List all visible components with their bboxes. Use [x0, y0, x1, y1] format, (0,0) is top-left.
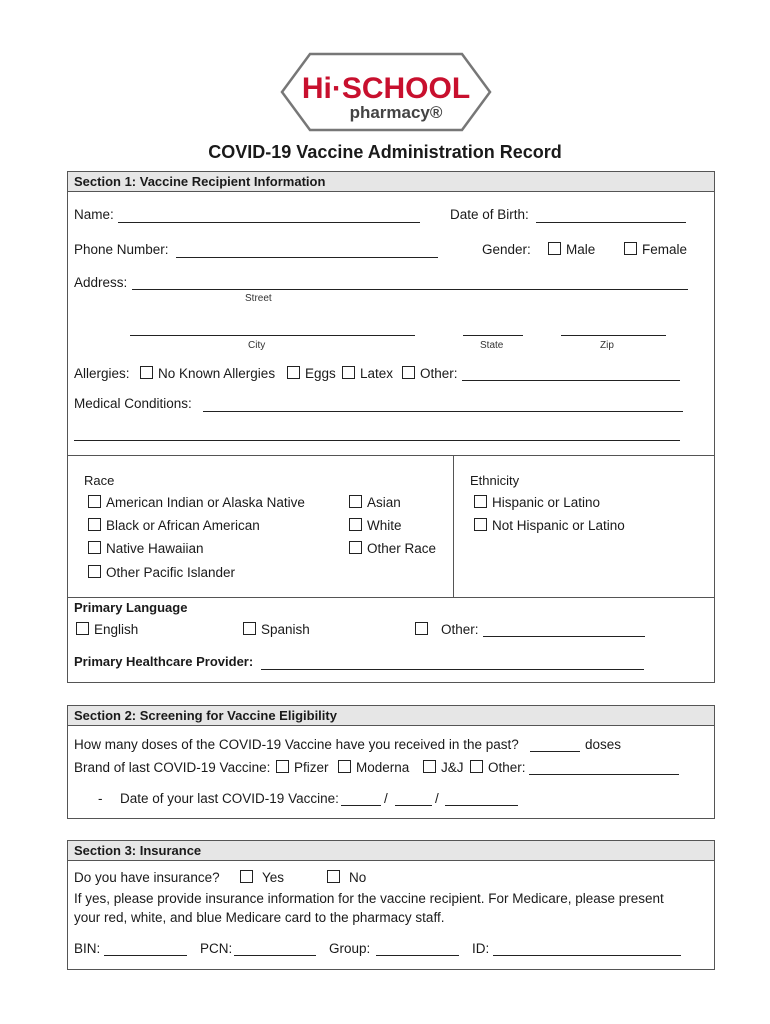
checkbox-icon[interactable]	[349, 541, 362, 554]
primary-language-heading: Primary Language	[74, 600, 188, 615]
name-label: Name:	[74, 207, 114, 222]
address-label: Address:	[74, 275, 128, 290]
ethnicity-option[interactable]	[474, 495, 600, 510]
brand-label: Brand of last COVID-19 Vaccine:	[74, 760, 271, 775]
id-field[interactable]	[493, 955, 681, 956]
checkbox-icon[interactable]	[88, 541, 101, 554]
last-date-label: Date of your last COVID-19 Vaccine:	[120, 791, 339, 806]
section-2	[67, 705, 715, 819]
checkbox-icon[interactable]	[415, 622, 428, 635]
checkbox-icon[interactable]	[342, 366, 355, 379]
race-label: White	[367, 518, 402, 533]
last-date-year[interactable]	[445, 805, 518, 806]
brand-other-label: Other:	[488, 760, 526, 775]
gender-female[interactable]	[624, 242, 687, 257]
phone-field[interactable]	[176, 257, 438, 258]
race-heading: Race	[84, 473, 115, 488]
gender-male[interactable]	[548, 242, 595, 257]
race-option[interactable]	[88, 565, 235, 580]
checkbox-icon[interactable]	[349, 518, 362, 531]
insurance-question: Do you have insurance?	[74, 870, 220, 885]
race-label: American Indian or Alaska Native	[106, 495, 305, 510]
state-field[interactable]	[463, 335, 523, 336]
brand-moderna[interactable]	[338, 760, 409, 775]
divider	[453, 455, 454, 597]
race-option[interactable]	[88, 518, 260, 533]
race-option[interactable]	[349, 541, 436, 556]
provider-field[interactable]	[261, 669, 644, 670]
insurance-info-line2: your red, white, and blue Medicare card to the pharmacy staff.	[74, 910, 445, 925]
zip-field[interactable]	[561, 335, 666, 336]
ethnicity-label: Not Hispanic or Latino	[492, 518, 625, 533]
checkbox-icon[interactable]	[287, 366, 300, 379]
bin-label: BIN:	[74, 941, 101, 956]
insurance-info-line1: If yes, please provide insurance information for the vaccine recipient. For Medicare, please present	[74, 891, 664, 906]
dob-label: Date of Birth:	[450, 207, 529, 222]
city-caption: City	[248, 340, 266, 351]
english-label: English	[94, 622, 139, 637]
lang-spanish[interactable]	[243, 622, 310, 637]
section-1-header: Section 1: Vaccine Recipient Information	[68, 172, 714, 192]
race-label: Native Hawaiian	[106, 541, 204, 556]
checkbox-icon[interactable]	[338, 760, 351, 773]
checkbox-icon[interactable]	[76, 622, 89, 635]
form-title: COVID-19 Vaccine Administration Record	[208, 142, 562, 162]
bin-field[interactable]	[104, 955, 187, 956]
logo-line1: Hi·SCHOOL	[301, 72, 471, 105]
medical-label: Medical Conditions:	[74, 396, 192, 411]
gender-label: Gender:	[482, 242, 531, 257]
ethnicity-heading: Ethnicity	[470, 473, 520, 488]
doses-question: How many doses of the COVID-19 Vaccine have you received in the past?	[74, 737, 519, 752]
divider	[68, 455, 714, 456]
yes-label: Yes	[262, 870, 285, 885]
latex-label: Latex	[360, 366, 394, 381]
ethnicity-label: Hispanic or Latino	[492, 495, 601, 510]
female-label: Female	[642, 242, 688, 257]
brand-other-field[interactable]	[529, 774, 679, 775]
zip-caption: Zip	[600, 340, 614, 351]
pharmacy-logo	[280, 52, 492, 132]
eggs-label: Eggs	[305, 366, 336, 381]
street-caption: Street	[245, 293, 272, 304]
pcn-field[interactable]	[234, 955, 316, 956]
moderna-label: Moderna	[356, 760, 410, 775]
doses-label: doses	[585, 737, 622, 752]
race-label: Asian	[367, 495, 401, 510]
phone-label: Phone Number:	[74, 242, 169, 257]
allergy-none[interactable]	[140, 366, 275, 381]
dob-field[interactable]	[536, 222, 686, 223]
race-label: Other Pacific Islander	[106, 565, 236, 580]
checkbox-icon[interactable]	[140, 366, 153, 379]
male-label: Male	[566, 242, 596, 257]
allergy-other[interactable]	[402, 366, 458, 381]
medical-field[interactable]	[203, 411, 683, 412]
slash: /	[384, 791, 388, 806]
state-caption: State	[480, 340, 504, 351]
allergy-latex[interactable]	[342, 366, 393, 381]
dash: -	[98, 791, 103, 806]
group-field[interactable]	[376, 955, 459, 956]
section-2-header: Section 2: Screening for Vaccine Eligibility	[68, 706, 714, 726]
brand-other[interactable]	[470, 760, 526, 775]
nka-label: No Known Allergies	[158, 366, 276, 381]
divider	[68, 597, 714, 598]
section-3	[67, 840, 715, 970]
lang-english[interactable]	[76, 622, 138, 637]
checkbox-icon[interactable]	[474, 495, 487, 508]
jj-label: J&J	[441, 760, 464, 775]
provider-label: Primary Healthcare Provider:	[74, 654, 254, 669]
checkbox-icon[interactable]	[276, 760, 289, 773]
race-option[interactable]	[88, 495, 305, 510]
race-option[interactable]	[349, 495, 401, 510]
brand-pfizer[interactable]	[276, 760, 329, 775]
checkbox-icon[interactable]	[88, 565, 101, 578]
pfizer-label: Pfizer	[294, 760, 329, 775]
race-label: Other Race	[367, 541, 437, 556]
ethnicity-option[interactable]	[474, 518, 625, 533]
checkbox-icon[interactable]	[88, 518, 101, 531]
city-field[interactable]	[130, 335, 415, 336]
checkbox-icon[interactable]	[243, 622, 256, 635]
spanish-label: Spanish	[261, 622, 310, 637]
checkbox-icon[interactable]	[548, 242, 561, 255]
checkbox-icon[interactable]	[470, 760, 483, 773]
group-label: Group:	[329, 941, 371, 956]
checkbox-icon[interactable]	[624, 242, 637, 255]
allergy-other-label: Other:	[420, 366, 458, 381]
insurance-no[interactable]	[327, 870, 366, 885]
slash: /	[435, 791, 439, 806]
doses-field[interactable]	[530, 751, 580, 752]
allergy-eggs[interactable]	[287, 366, 336, 381]
checkbox-icon[interactable]	[402, 366, 415, 379]
race-label: Black or African American	[106, 518, 260, 533]
lang-other-field[interactable]	[483, 636, 645, 637]
id-label: ID:	[472, 941, 490, 956]
medical-field-2[interactable]	[74, 440, 680, 441]
section-3-header: Section 3: Insurance	[68, 841, 714, 861]
logo-line2: pharmacy®	[349, 103, 443, 122]
lang-other[interactable]	[415, 622, 479, 637]
lang-other-label: Other:	[441, 622, 479, 637]
last-date-month[interactable]	[341, 805, 381, 806]
pcn-label: PCN:	[200, 941, 233, 956]
allergies-label: Allergies:	[74, 366, 130, 381]
checkbox-icon[interactable]	[474, 518, 487, 531]
name-field[interactable]	[118, 222, 420, 223]
street-field[interactable]	[132, 289, 688, 290]
checkbox-icon[interactable]	[88, 495, 101, 508]
checkbox-icon[interactable]	[327, 870, 340, 883]
allergy-other-field[interactable]	[462, 380, 680, 381]
checkbox-icon[interactable]	[423, 760, 436, 773]
section-1	[67, 171, 715, 683]
checkbox-icon[interactable]	[349, 495, 362, 508]
race-option[interactable]	[88, 541, 204, 556]
checkbox-icon[interactable]	[240, 870, 253, 883]
race-option[interactable]	[349, 518, 402, 533]
insurance-yes[interactable]	[240, 870, 284, 885]
last-date-day[interactable]	[395, 805, 432, 806]
brand-jj[interactable]	[423, 760, 464, 775]
no-label: No	[349, 870, 367, 885]
